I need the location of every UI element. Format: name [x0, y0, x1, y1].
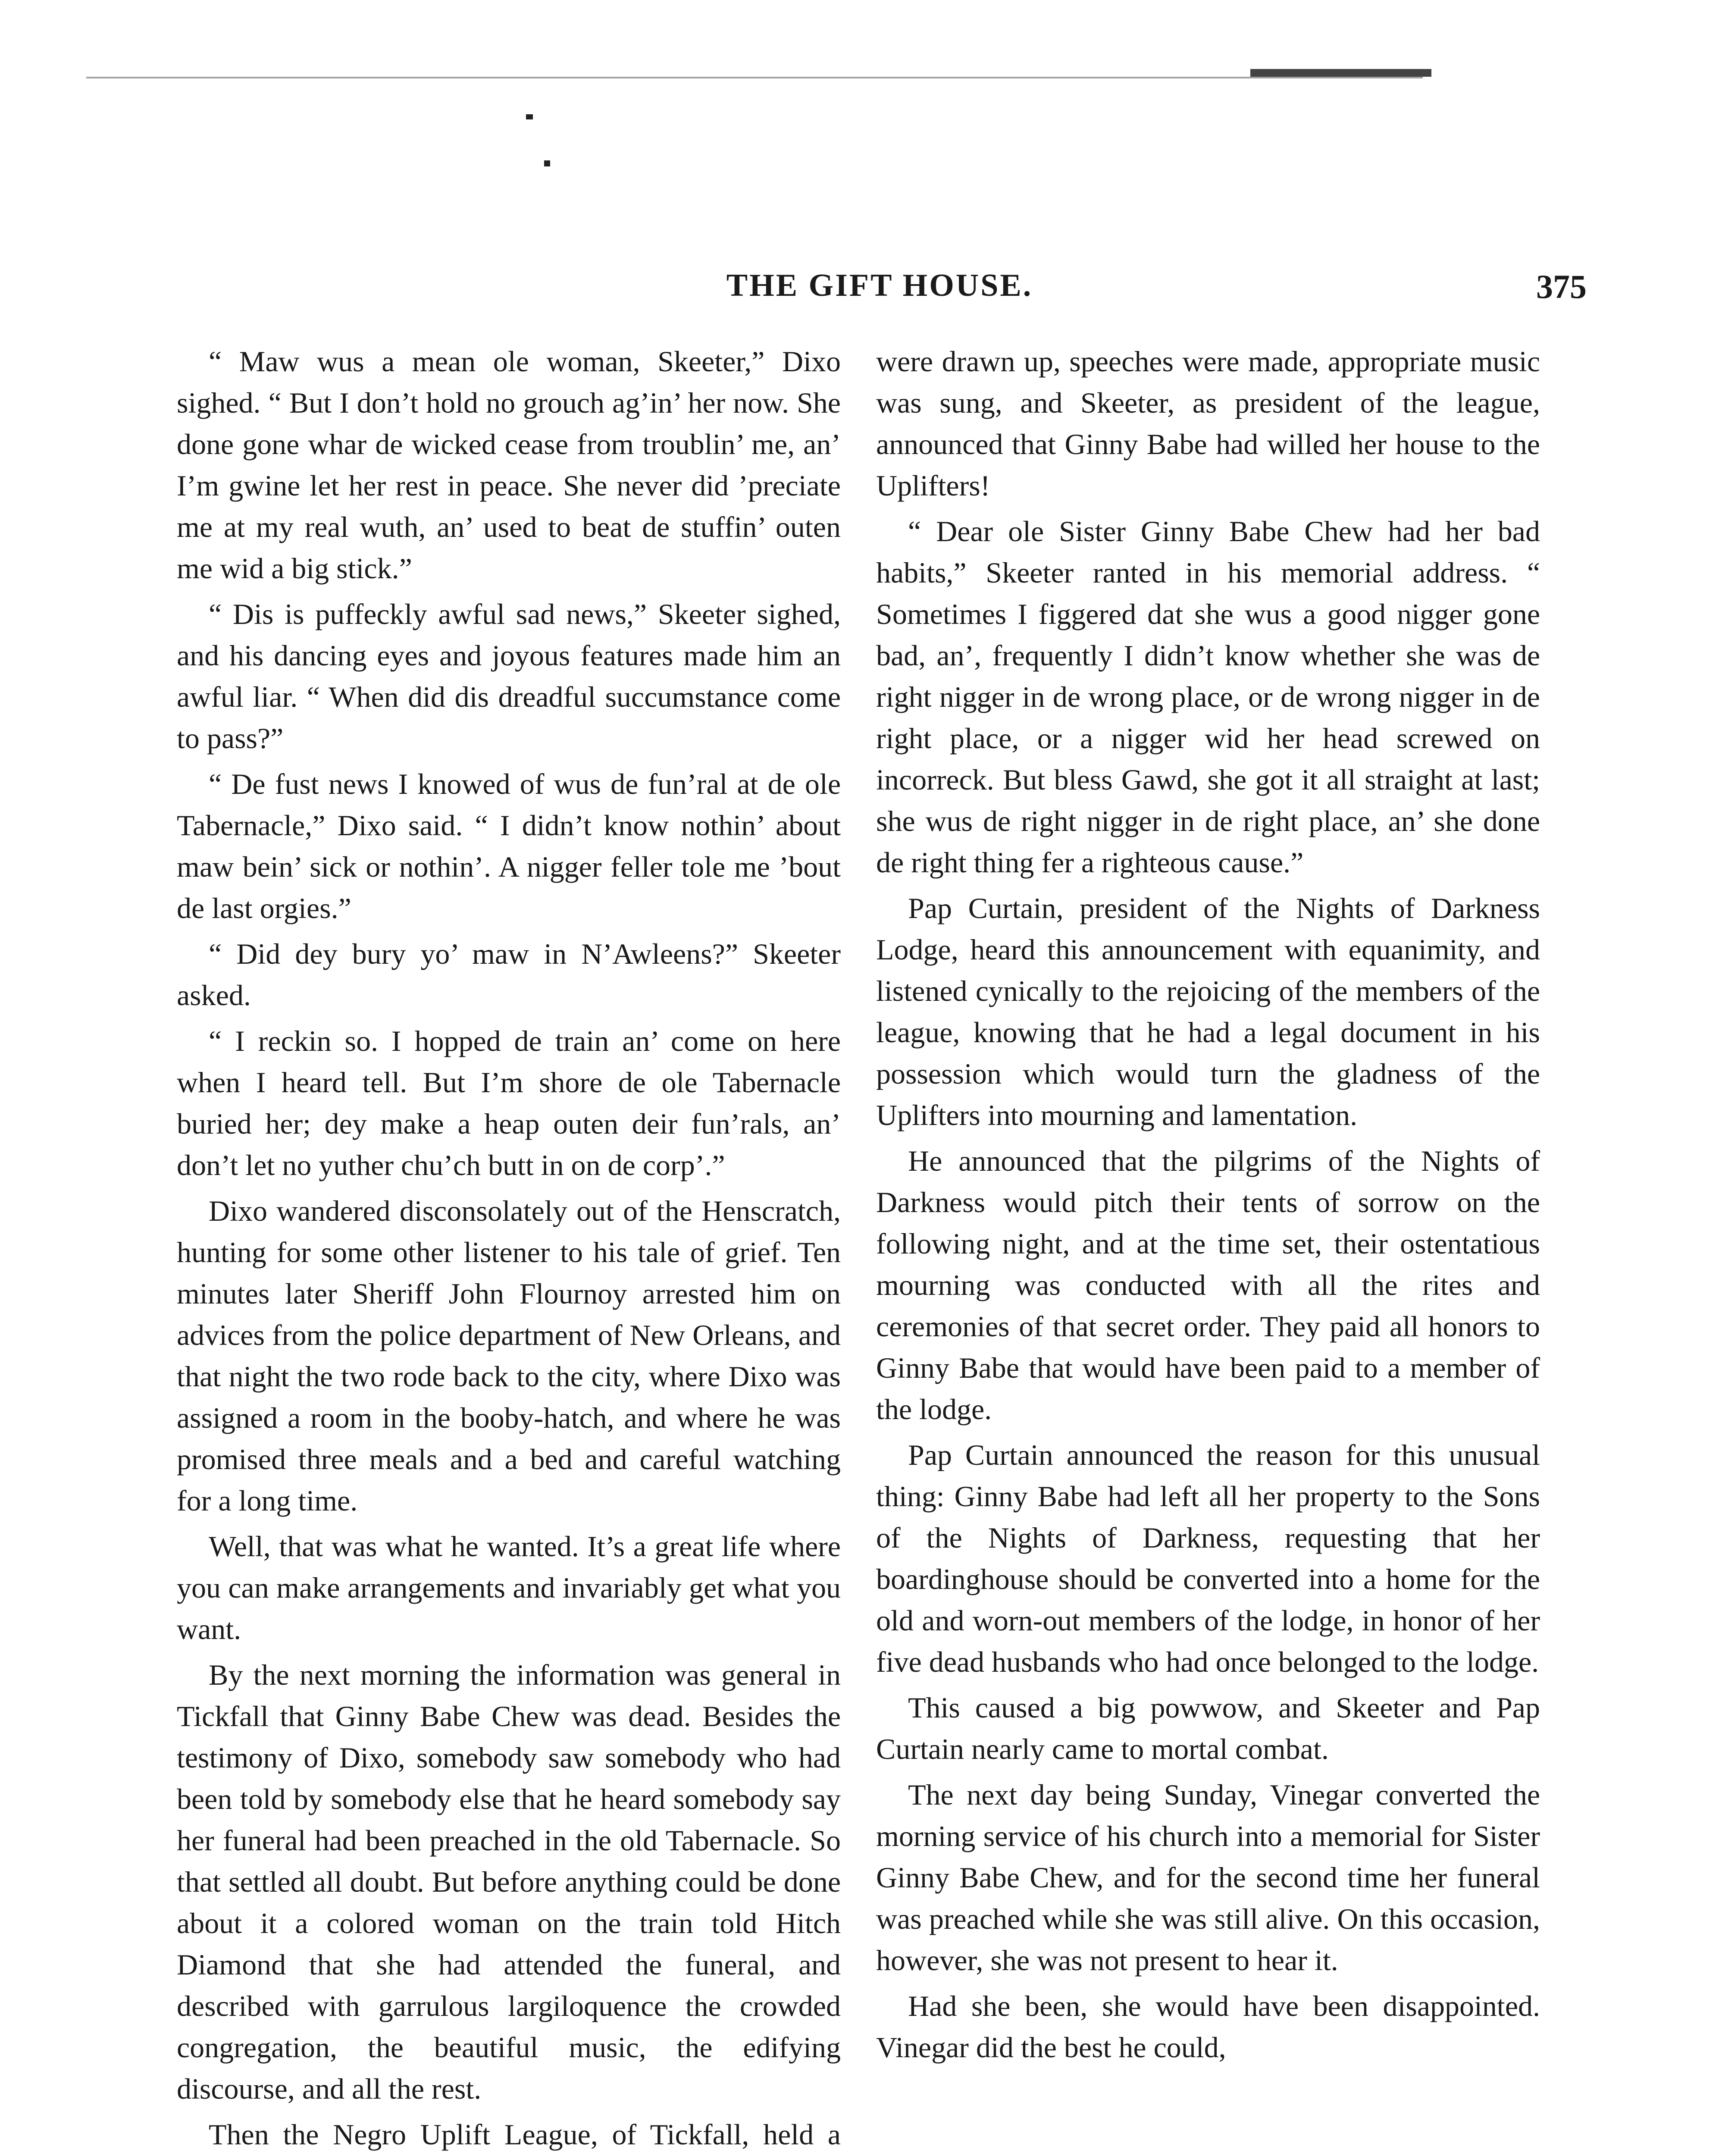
- running-head: THE GIFT HOUSE.: [726, 268, 1033, 303]
- paragraph: This caused a big powwow, and Skeeter and Pap Curtain nearly came to mortal combat.: [876, 1691, 1540, 1765]
- paragraph: Well, that was what he wanted. It’s a great life where you can make arrangements and invariably get what you want.: [177, 1530, 841, 1645]
- paragraph: “ I reckin so. I hopped de train an’ come on here when I heard tell. But I’m shore de ole Tabernacle buried her; dey make a heap outen deir fun’rals, an’ don’t let no yuther chu’ch butt in on de corp’.”: [177, 1025, 841, 1181]
- scan-artifact-mark: [1250, 69, 1431, 77]
- paragraph: “ Did dey bury yo’ maw in N’Awleens?” Skeeter asked.: [177, 937, 841, 1012]
- scan-artifact-mark: [526, 114, 533, 119]
- paragraph: Then the Negro Uplift League, of Tickfall, held a: [209, 2118, 841, 2151]
- right-column: [876, 341, 1540, 2072]
- paragraph: By the next morning the information was general in Tickfall that Ginny Babe Chew was dead. Besides the testimony of Dixo, somebody saw somebody who had been told by somebody else that he heard somebody say her funeral had been preached in the old Tabernacle. So that settled all doubt. But before anything could be done about it a colored woman on the train told Hitch Diamond that she had attended the funeral, and described with garrulous largiloquence the crowded congregation, the beautiful music, the edifying discourse, and all the rest.: [177, 1658, 841, 2105]
- paragraph: He announced that the pilgrims of the Nights of Darkness would pitch their tents of sorrow on the following night, and at the time set, their ostentatious mourning was conducted with all the rites and ceremonies of that secret order. They paid all honors to Ginny Babe that would have been paid to a member of the lodge.: [876, 1144, 1540, 1426]
- paragraph: “ Dis is puffeckly awful sad news,” Skeeter sighed, and his dancing eyes and joyous features made him an awful liar. “ When did dis dreadful succumstance come to pass?”: [177, 598, 841, 755]
- paragraph: were drawn up, speeches were made, appropriate music was sung, and Skeeter, as president of the league, announced that Ginny Babe had willed her house to the Uplifters!: [876, 345, 1540, 502]
- page-number: 375: [1536, 268, 1587, 305]
- paragraph: Pap Curtain announced the reason for this unusual thing: Ginny Babe had left all her property to the Sons of the Nights of Darkness, requesting that her boardinghouse should be converted into a home for the old and worn-out members of the lodge, in honor of her five dead husbands who had once belonged to the lodge.: [876, 1438, 1540, 1678]
- paragraph: The next day being Sunday, Vinegar converted the morning service of his church into a memorial for Sister Ginny Babe Chew, and for the second time her funeral was preached while she was still alive. On this occasion, however, she was not present to hear it.: [876, 1778, 1540, 1977]
- paragraph: “ De fust news I knowed of wus de fun’ral at de ole Tabernacle,” Dixo said. “ I didn’t know nothin’ about maw bein’ sick or nothin’. A nigger feller tole me ’bout de last orgies.”: [177, 768, 841, 924]
- scan-artifact-mark: [544, 160, 550, 166]
- paragraph: “ Maw wus a mean ole woman, Skeeter,” Dixo sighed. “ But I don’t hold no grouch ag’in’ her now. She done gone whar de wicked cease from troublin’ me, an’ I’m gwine let her rest in peace. She never did ’preciate me at my real wuth, an’ used to beat de stuffin’ outen me wid a big stick.”: [177, 345, 841, 585]
- paragraph: Dixo wandered disconsolately out of the Henscratch, hunting for some other listener to his tale of grief. Ten minutes later Sheriff John Flournoy arrested him on advices from the police department of New Orleans, and that night the two rode back to the city, where Dixo was assigned a room in the booby-hatch, and where he was promised three meals and a bed and careful watching for a long time.: [177, 1194, 841, 1517]
- paragraph: Pap Curtain, president of the Nights of Darkness Lodge, heard this announcement with equanimity, and listened cynically to the rejoicing of the members of the league, knowing that he had a legal document in his possession which would turn the gladness of the Uplifters into mourning and lamentation.: [876, 892, 1540, 1131]
- scan-artifact-line: [86, 77, 1423, 78]
- page-header: [172, 267, 1587, 319]
- paragraph: Had she been, she would have been disappointed. Vinegar did the best he could,: [876, 1990, 1540, 2064]
- left-column: [177, 341, 841, 2156]
- paragraph: “ Dear ole Sister Ginny Babe Chew had her bad habits,” Skeeter ranted in his memorial address. “ Sometimes I figgered dat she wus a good nigger gone bad, an’, frequently I didn’t know whether she was de right nigger in de wrong place, or de wrong nigger in de right place, or a nigger wid her head screwed on incorreck. But bless Gawd, she got it all straight at last; she wus de right nigger in de right place, an’ she done de right thing fer a righteous cause.”: [876, 515, 1540, 879]
